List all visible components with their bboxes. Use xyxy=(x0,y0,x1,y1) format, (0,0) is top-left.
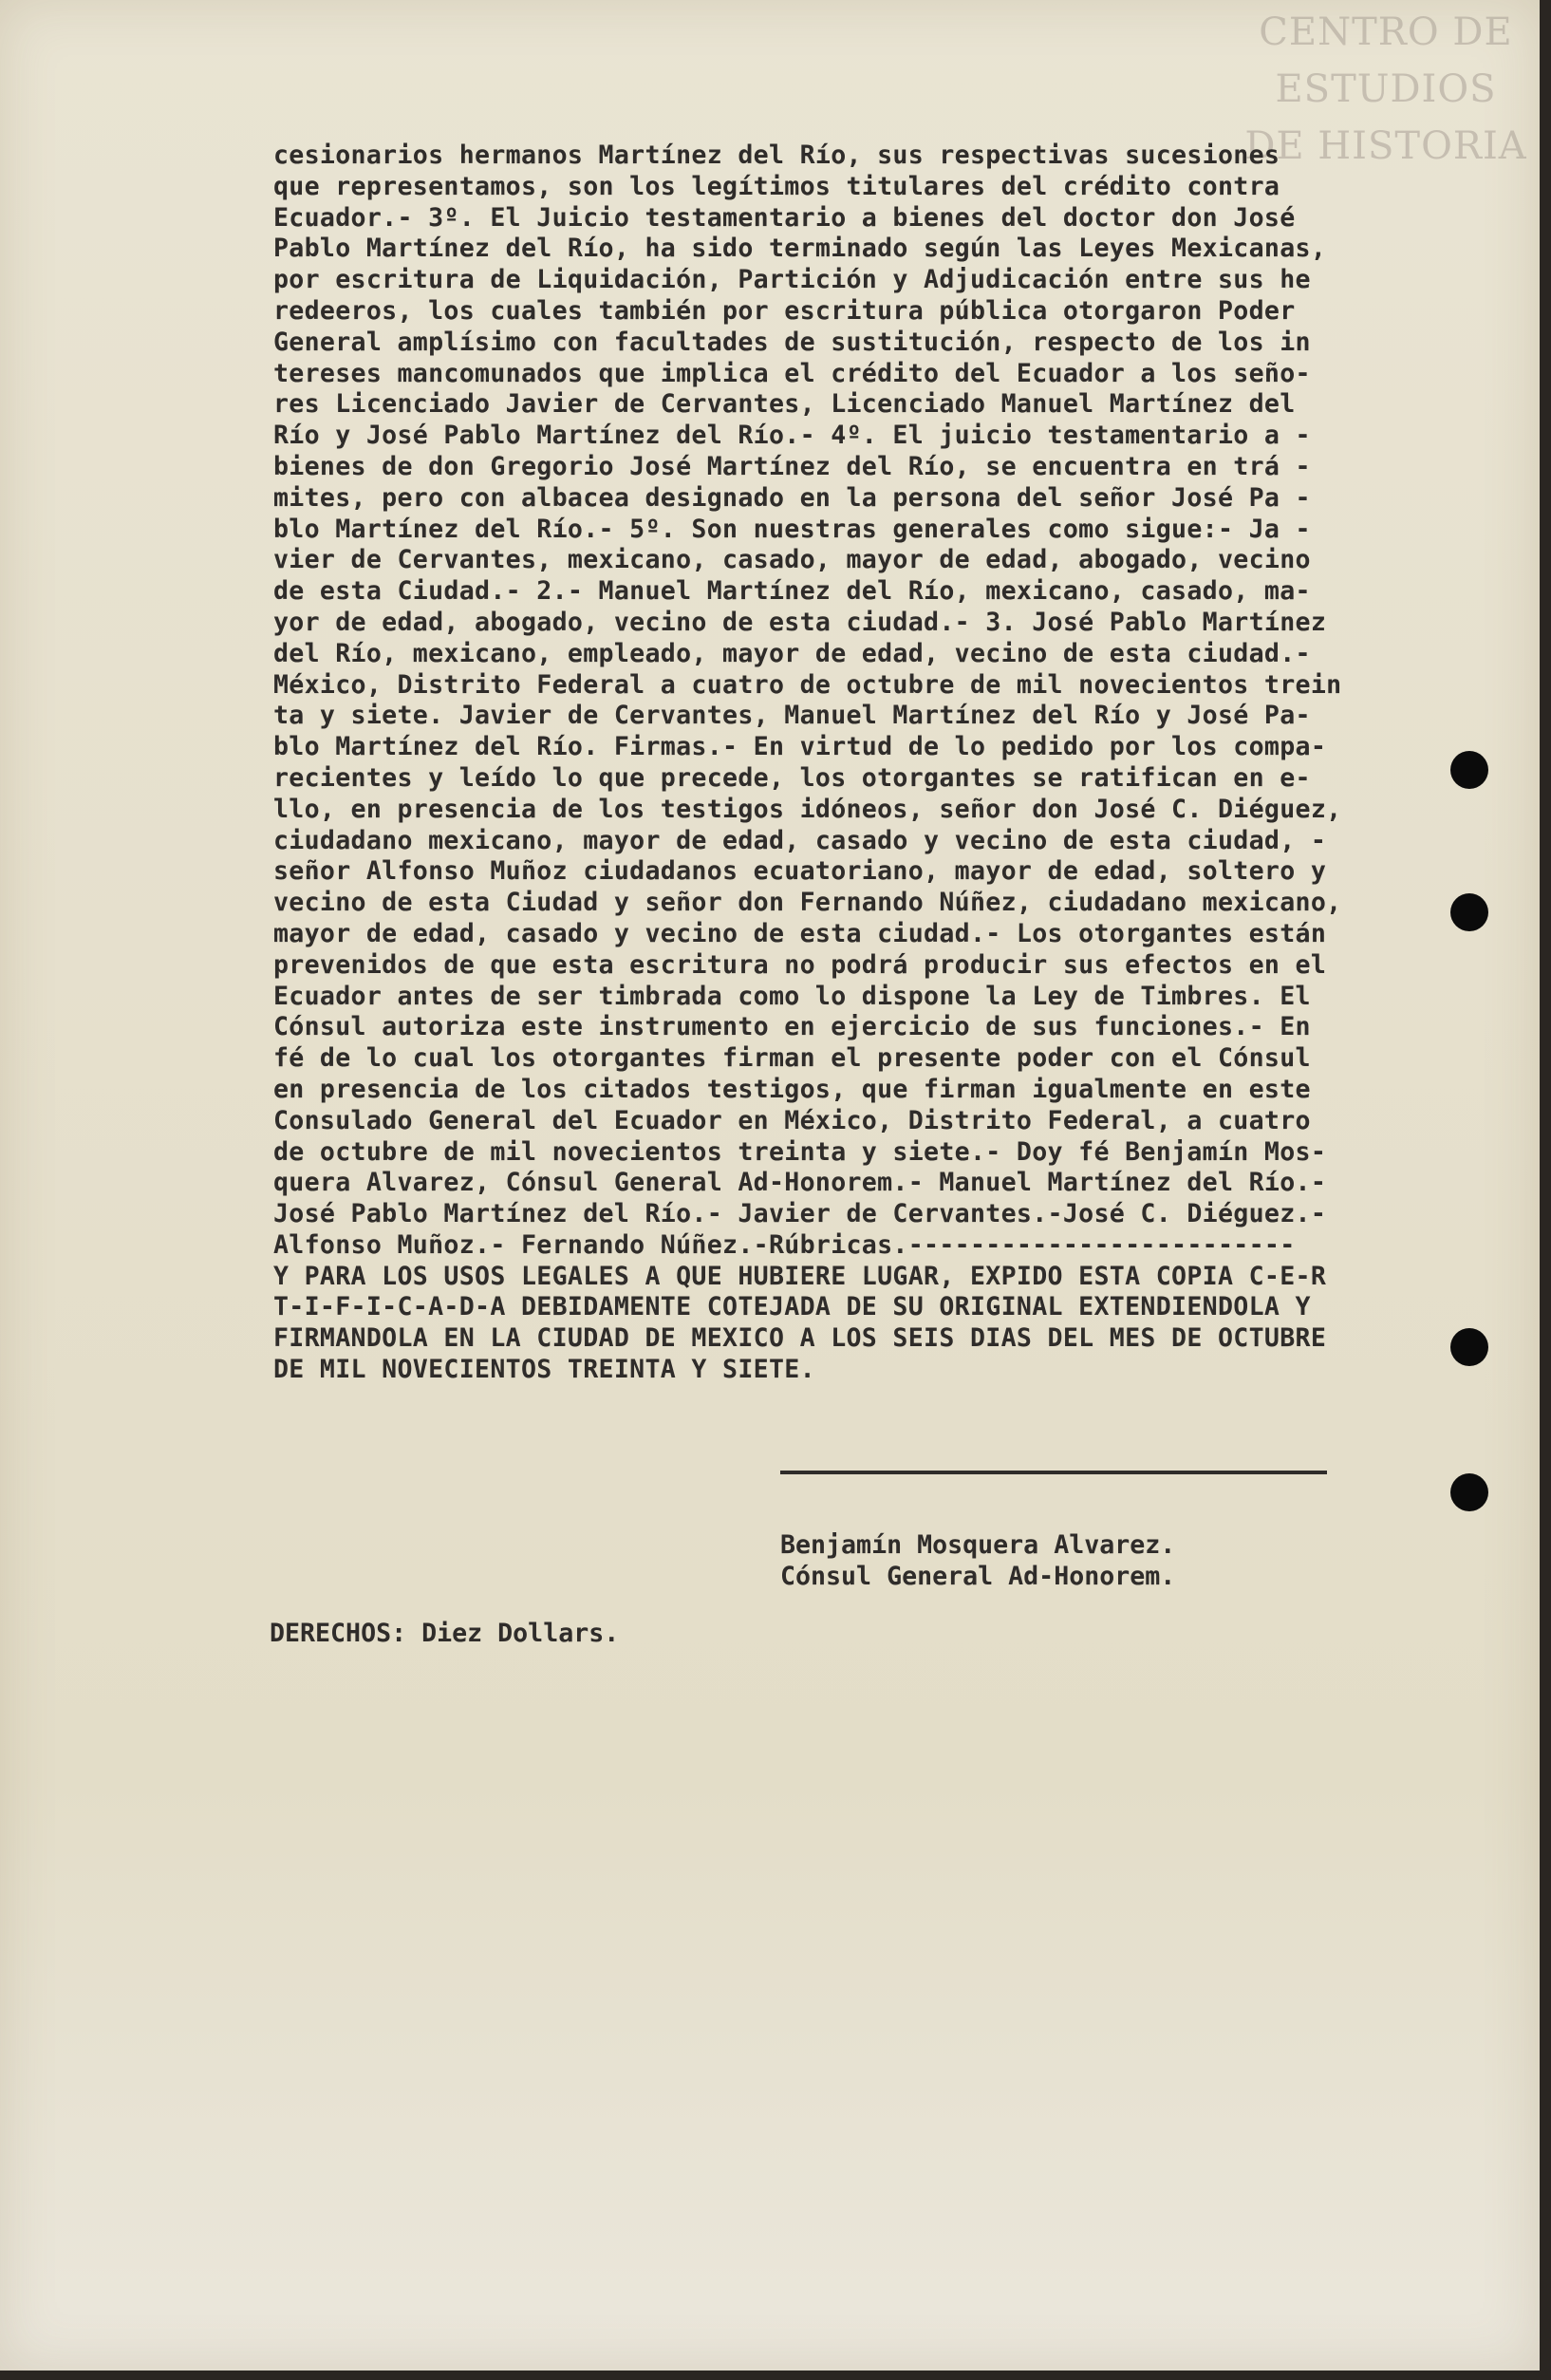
text-line: que representamos, son los legítimos titulares del crédito contra xyxy=(273,171,1280,201)
text-line: Pablo Martínez del Río, ha sido terminado según las Leyes Mexicanas, xyxy=(273,234,1327,264)
text-line: yor de edad, abogado, vecino de esta ciudad.- 3. José Pablo Martínez xyxy=(273,607,1327,637)
watermark-line: DE HISTORIA xyxy=(1244,124,1527,168)
text-line: Ecuador.- 3º. El Juicio testamentario a bienes del doctor don José xyxy=(273,202,1296,233)
text-line: FIRMANDOLA EN LA CIUDAD DE MEXICO A LOS SEIS DIAS DEL MES DE OCTUBRE xyxy=(273,1323,1327,1354)
text-line: fé de lo cual los otorgantes firman el presente poder con el Cónsul xyxy=(273,1043,1311,1074)
text-line: ciudadano mexicano, mayor de edad, casado y vecino de esta ciudad, - xyxy=(273,825,1327,855)
text-line: vecino de esta Ciudad y señor don Fernando Núñez, ciudadano mexicano, xyxy=(273,888,1342,918)
signatory-title: Cónsul General Ad-Honorem. xyxy=(780,1562,1176,1591)
text-line: señor Alfonso Muñoz ciudadanos ecuatoriano, mayor de edad, soltero y xyxy=(273,856,1327,887)
punch-hole xyxy=(1450,751,1488,789)
text-line: DE MIL NOVECIENTOS TREINTA Y SIETE. xyxy=(273,1355,815,1385)
text-line: T-I-F-I-C-A-D-A DEBIDAMENTE COTEJADA DE SU ORIGINAL EXTENDIENDOLA Y xyxy=(273,1292,1311,1322)
text-line: blo Martínez del Río. Firmas.- En virtud de lo pedido por los compa- xyxy=(273,732,1327,762)
signatory-name: Benjamín Mosquera Alvarez. xyxy=(780,1530,1176,1560)
text-line: redeeros, los cuales también por escritura pública otorgaron Poder xyxy=(273,295,1296,326)
fees-note: DERECHOS: Diez Dollars. xyxy=(270,1619,620,1648)
text-line: tereses mancomunados que implica el crédito del Ecuador a los seño- xyxy=(273,358,1311,388)
text-line: Alfonso Muñoz.- Fernando Núñez.-Rúbricas.------------------------- xyxy=(273,1229,1296,1260)
punch-hole xyxy=(1450,1328,1488,1366)
text-line: José Pablo Martínez del Río.- Javier de Cervantes.-José C. Diéguez.- xyxy=(273,1199,1327,1229)
text-line: Cónsul autoriza este instrumento en ejercicio de sus funciones.- En xyxy=(273,1012,1311,1042)
text-line: ta y siete. Javier de Cervantes, Manuel Martínez del Río y José Pa- xyxy=(273,701,1311,731)
text-line: mites, pero con albacea designado en la persona del señor José Pa - xyxy=(273,482,1311,513)
text-line: bienes de don Gregorio José Martínez del Río, se encuentra en trá - xyxy=(273,451,1311,481)
text-line: Consulado General del Ecuador en México, Distrito Federal, a cuatro xyxy=(273,1105,1311,1135)
text-line: del Río, mexicano, empleado, mayor de edad, vecino de esta ciudad.- xyxy=(273,638,1311,668)
text-line: vier de Cervantes, mexicano, casado, mayor de edad, abogado, vecino xyxy=(273,545,1311,575)
text-line: General amplísimo con facultades de sustitución, respecto de los in xyxy=(273,327,1311,357)
text-line: de esta Ciudad.- 2.- Manuel Martínez del Río, mexicano, casado, ma- xyxy=(273,576,1311,607)
text-line: prevenidos de que esta escritura no podrá producir sus efectos en el xyxy=(273,949,1327,980)
punch-hole xyxy=(1450,893,1488,931)
text-line: quera Alvarez, Cónsul General Ad-Honorem.- Manuel Martínez del Río.- xyxy=(273,1168,1327,1198)
signature-line xyxy=(780,1471,1327,1474)
text-line: recientes y leído lo que precede, los otorgantes se ratifican en e- xyxy=(273,762,1311,793)
text-line: cesionarios hermanos Martínez del Río, sus respectivas sucesiones xyxy=(273,141,1280,170)
document-body xyxy=(273,141,1526,1386)
watermark-line: CENTRO DE xyxy=(1259,10,1513,54)
text-line: Ecuador antes de ser timbrada como lo dispone la Ley de Timbres. El xyxy=(273,981,1311,1011)
text-line: mayor de edad, casado y vecino de esta ciudad.- Los otorgantes están xyxy=(273,918,1327,948)
text-line: por escritura de Liquidación, Partición y Adjudicación entre sus he xyxy=(273,265,1311,295)
text-line: México, Distrito Federal a cuatro de octubre de mil novecientos trein xyxy=(273,669,1342,700)
signature-block xyxy=(780,1529,1175,1592)
text-line: llo, en presencia de los testigos idóneos, señor don José C. Diéguez, xyxy=(273,794,1342,824)
watermark-line: ESTUDIOS xyxy=(1275,67,1497,111)
text-line: Río y José Pablo Martínez del Río.- 4º. El juicio testamentario a - xyxy=(273,421,1311,451)
text-line: Y PARA LOS USOS LEGALES A QUE HUBIERE LUGAR, EXPIDO ESTA COPIA C-E-R xyxy=(273,1261,1327,1291)
text-line: en presencia de los citados testigos, que firman igualmente en este xyxy=(273,1074,1311,1104)
text-line: blo Martínez del Río.- 5º. Son nuestras generales como sigue:- Ja - xyxy=(273,514,1311,544)
text-line: de octubre de mil novecientos treinta y siete.- Doy fé Benjamín Mos- xyxy=(273,1136,1327,1167)
punch-hole xyxy=(1450,1473,1488,1511)
text-line: res Licenciado Javier de Cervantes, Licenciado Manuel Martínez del xyxy=(273,389,1296,420)
